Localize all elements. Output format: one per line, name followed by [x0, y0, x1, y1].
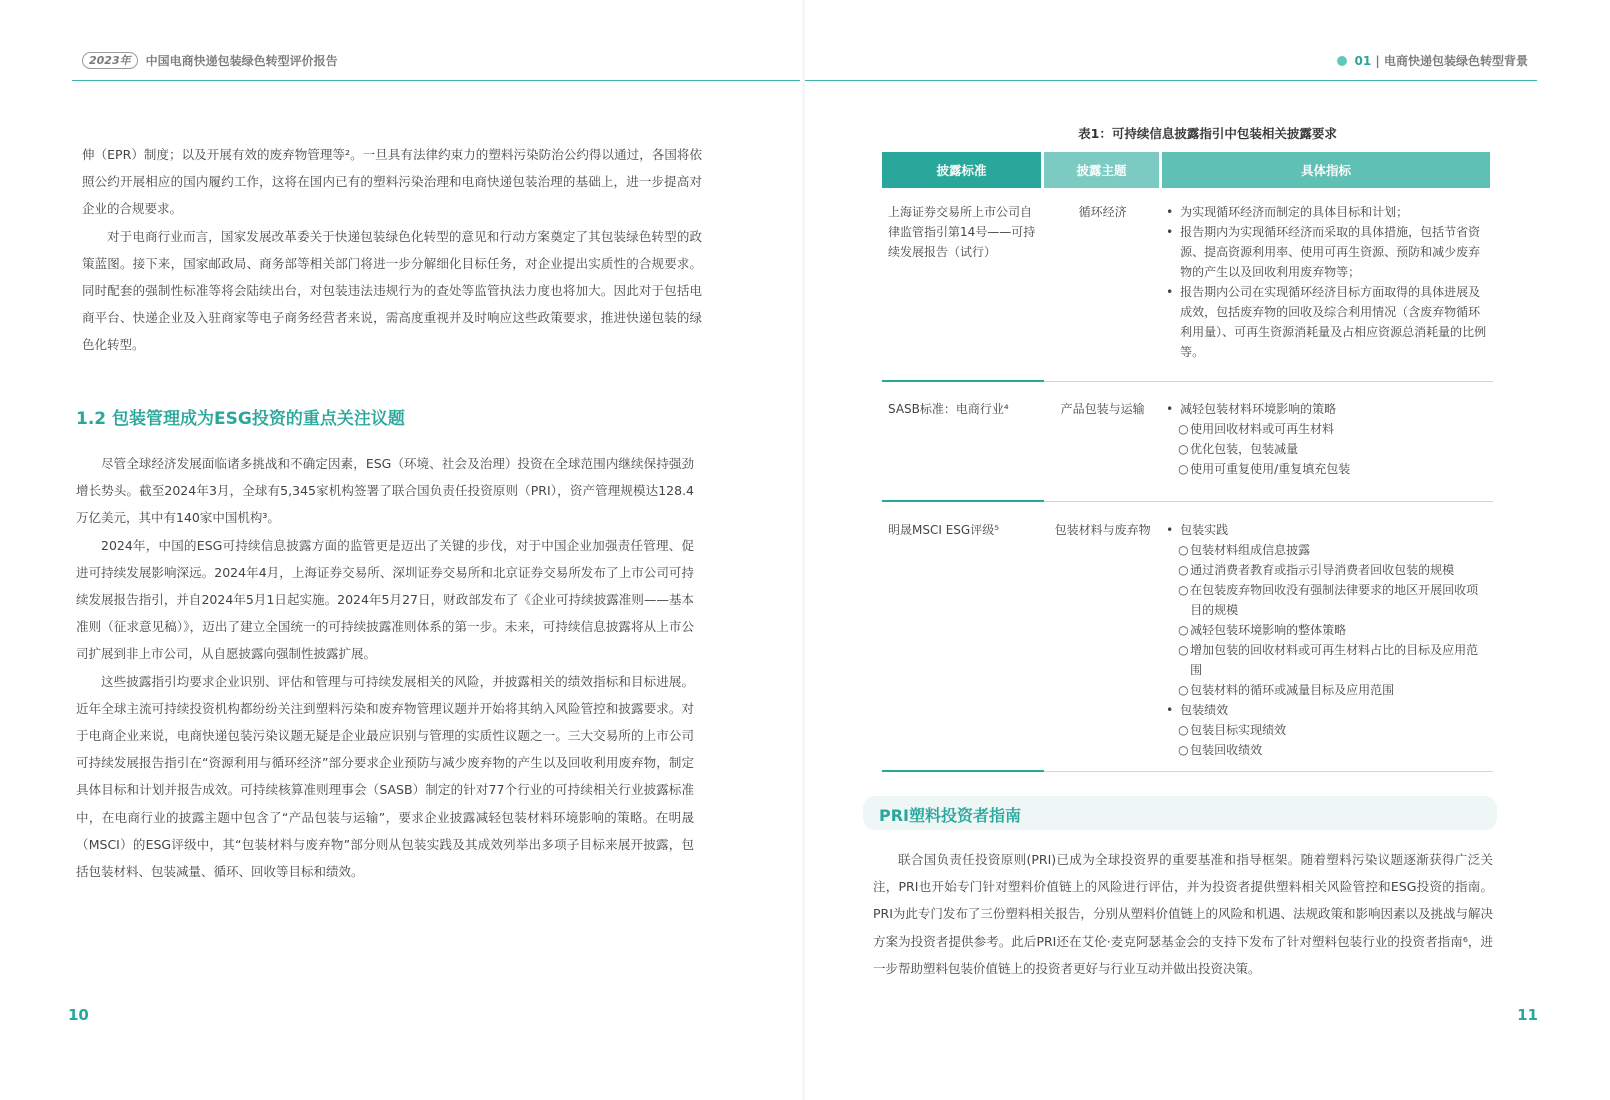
sub-item: ○ 通过消费者教育或指示引导消费者回收包装的规模 [1166, 560, 1490, 580]
section-number: 01 [1354, 54, 1372, 68]
list-item: • 为实现循环经济而制定的具体目标和计划； [1166, 202, 1490, 222]
list-item: • 报告期内公司在实现循环经济目标方面取得的具体进展及成效，包括废弃物的回收及综合利用情况（含废弃物循环利用量）、可再生资源消耗量及占相应资源总消耗量的比例等。 [1166, 282, 1490, 362]
topic-cell: 循环经济 [1078, 205, 1127, 219]
paragraph: 伸（EPR）制度；以及开展有效的废弃物管理等²。一旦具有法律约束力的塑料污染防治公约得以通过，各国将依照公约开展相应的国内履约工作，这将在国内已有的塑料污染治理和电商快递包装治理的基础上，进一步提高对企业的合规要求。 [82, 147, 702, 217]
sub-item: ○ 减轻包装环境影响的整体策略 [1166, 620, 1490, 640]
indicator-cell [1162, 399, 1490, 502]
section-header [1337, 52, 1528, 69]
paragraph: 对于电商行业而言，国家发展改革委关于快递包装绿色化转型的意见和行动方案奠定了其包装绿色转型的政策蓝图。接下来，国家邮政局、商务部等相关部门将进一步分解细化目标任务，对企业提出实质性的合规要求。同时配套的强制性标准等将会陆续出台，对包装违法违规行为的查处等监管执法力度也将加大。因此对于包括电商平台、快递企业及入驻商家等电子商务经营者来说，需高度重视并及时响应这些政策要求，推进快递包装的绿色化转型。 [82, 228, 702, 353]
paragraph: 2024年，中国的ESG可持续信息披露方面的监管更是迈出了关键的步伐，对于中国企业加强责任管理、促进可持续发展影响深远。2024年4月，上海证券交易所、深圳证券交易所和北京证券交易所发布了上市公司可持续发展报告指引，并自2024年5月1日起实施。2024年5月27日，财政部发布了《企业可持续披露准则——基本准则（征求意见稿）》，迈出了建立全国统一的可持续披露准则体系的第一步。未来，可持续信息披露将从上市公司扩展到非上市公司，从自愿披露向强制性披露扩展。 [76, 537, 694, 662]
list-item: • 包装绩效 [1166, 700, 1490, 720]
table-header [882, 152, 1490, 188]
page-number-left: 10 [68, 1006, 89, 1024]
paragraph: 尽管全球经济发展面临诸多挑战和不确定因素，ESG（环境、社会及治理）投资在全球范围内继续保持强劲增长势头。截至2024年3月，全球有5,345家机构签署了联合国负责任投资原则（PRI），资产管理规模达128.4万亿美元，其中有140家中国机构³。 [76, 456, 694, 526]
circle-bullet-icon: ○ [1178, 422, 1189, 436]
sub-item: ○ 优化包装，包装减量 [1166, 439, 1490, 459]
disclosure-table [882, 152, 1490, 772]
section-title: 电商快递包装绿色转型背景 [1383, 54, 1528, 68]
page-number-right: 11 [1517, 1006, 1538, 1024]
paragraph: 这些披露指引均要求企业识别、评估和管理与可持续发展相关的风险，并披露相关的绩效指标和目标进展。近年全球主流可持续投资机构都纷纷关注到塑料污染和废弃物管理议题并开始将其纳入风险管控和披露要求。对于电商企业来说，电商快递包装污染议题无疑是企业最应识别与管理的实质性议题之一。三大交易所的上市公司可持续发展报告指引在“资源利用与循环经济”部分要求企业预防与减少废弃物的产生以及回收利用废弃物，制定具体目标和计划并报告成效。可持续核算准则理事会（SASB）制定的针对77个行业的可持续相关行业披露标准中，在电商行业的披露主题中包含了“产品包装与运输”，要求企业披露减轻包装材料环境影响的策略。在明晟（MSCI）的ESG评级中，其“包装材料与废弃物”部分则从包装实践及其成效列举出多项子目标来展开披露，包括包装材料、包装减量、循环、回收等目标和绩效。 [76, 673, 694, 880]
year-badge: 2023年 [82, 52, 138, 69]
column-header: 披露主题 [1044, 152, 1159, 188]
indicator-cell [1162, 202, 1490, 382]
sub-item: ○ 包装回收绩效 [1166, 740, 1490, 760]
pri-section-banner [863, 796, 1497, 830]
header-rule [72, 80, 805, 81]
circle-bullet-icon: ○ [1178, 442, 1189, 456]
table-row [882, 188, 1490, 382]
right-page [805, 0, 1610, 1100]
sub-item: ○ 使用回收材料或可再生材料 [1166, 419, 1490, 439]
indicator-cell [1162, 520, 1490, 772]
header-rule [805, 80, 1537, 81]
sub-item: ○ 使用可重复使用/重复填充包装 [1166, 459, 1490, 479]
circle-bullet-icon: ○ [1178, 743, 1189, 757]
body-text [76, 450, 694, 885]
table-caption: 表1：可持续信息披露指引中包装相关披露要求 [1078, 126, 1337, 141]
report-header [82, 52, 338, 69]
section-title: 1.2 包装管理成为ESG投资的重点关注议题 [76, 409, 405, 429]
row-divider-accent [882, 770, 1044, 772]
intro-text [82, 141, 702, 359]
sub-item: ○ 增加包装的回收材料或可再生材料占比的目标及应用范围 [1166, 640, 1490, 680]
list-item: • 减轻包装材料环境影响的策略 [1166, 399, 1490, 419]
topic-cell: 产品包装与运输 [1060, 402, 1145, 416]
circle-bullet-icon: ○ [1178, 583, 1189, 597]
standard-cell: 上海证券交易所上市公司自律监管指引第14号——可持续发展报告（试行） [888, 205, 1036, 259]
report-title: 中国电商快递包装绿色转型评价报告 [145, 54, 338, 68]
column-header: 具体指标 [1162, 152, 1490, 188]
section-separator: | [1375, 54, 1380, 68]
circle-bullet-icon: ○ [1178, 683, 1189, 697]
paragraph: 联合国负责任投资原则(PRI)已成为全球投资界的重要基准和指导框架。随着塑料污染议题逐渐获得广泛关注，PRI也开始专门针对塑料价值链上的风险进行评估，并为投资者提供塑料相关风险管控和ESG投资的指南。PRI为此专门发布了三份塑料相关报告，分别从塑料价值链上的风险和机遇、法规政策和影响因素以及挑战与解决方案为投资者提供参考。此后PRI还在艾伦·麦克阿瑟基金会的支持下发布了针对塑料包装行业的投资者指南⁶，进一步帮助塑料包装价值链上的投资者更好与行业互动并做出投资决策。 [873, 852, 1493, 976]
circle-bullet-icon: ○ [1178, 643, 1189, 657]
table-row [882, 382, 1490, 502]
circle-bullet-icon: ○ [1178, 543, 1189, 557]
bullet-dot-icon [1337, 56, 1347, 66]
circle-bullet-icon: ○ [1178, 563, 1189, 577]
sub-item: ○ 包装材料组成信息披露 [1166, 540, 1490, 560]
pri-text [873, 846, 1493, 982]
standard-cell: 明晟MSCI ESG评级⁵ [888, 523, 1000, 537]
list-item: • 包装实践 [1166, 520, 1490, 540]
circle-bullet-icon: ○ [1178, 723, 1189, 737]
standard-cell: SASB标准：电商行业⁴ [888, 402, 1009, 416]
pri-title: PRI塑料投资者指南 [879, 806, 1022, 825]
column-header: 披露标准 [882, 152, 1041, 188]
topic-cell: 包装材料与废弃物 [1054, 523, 1151, 537]
sub-item: ○ 包装材料的循环或减量目标及应用范围 [1166, 680, 1490, 700]
list-item: • 报告期内为实现循环经济而采取的具体措施，包括节省资源、提高资源利用率、使用可再生资源、预防和减少废弃物的产生以及回收利用废弃物等； [1166, 222, 1490, 282]
table-row [882, 502, 1490, 772]
circle-bullet-icon: ○ [1178, 623, 1189, 637]
sub-item: ○ 在包装废弃物回收没有强制法律要求的地区开展回收项目的规模 [1166, 580, 1490, 620]
circle-bullet-icon: ○ [1178, 462, 1189, 476]
sub-item: ○ 包装目标实现绩效 [1166, 720, 1490, 740]
